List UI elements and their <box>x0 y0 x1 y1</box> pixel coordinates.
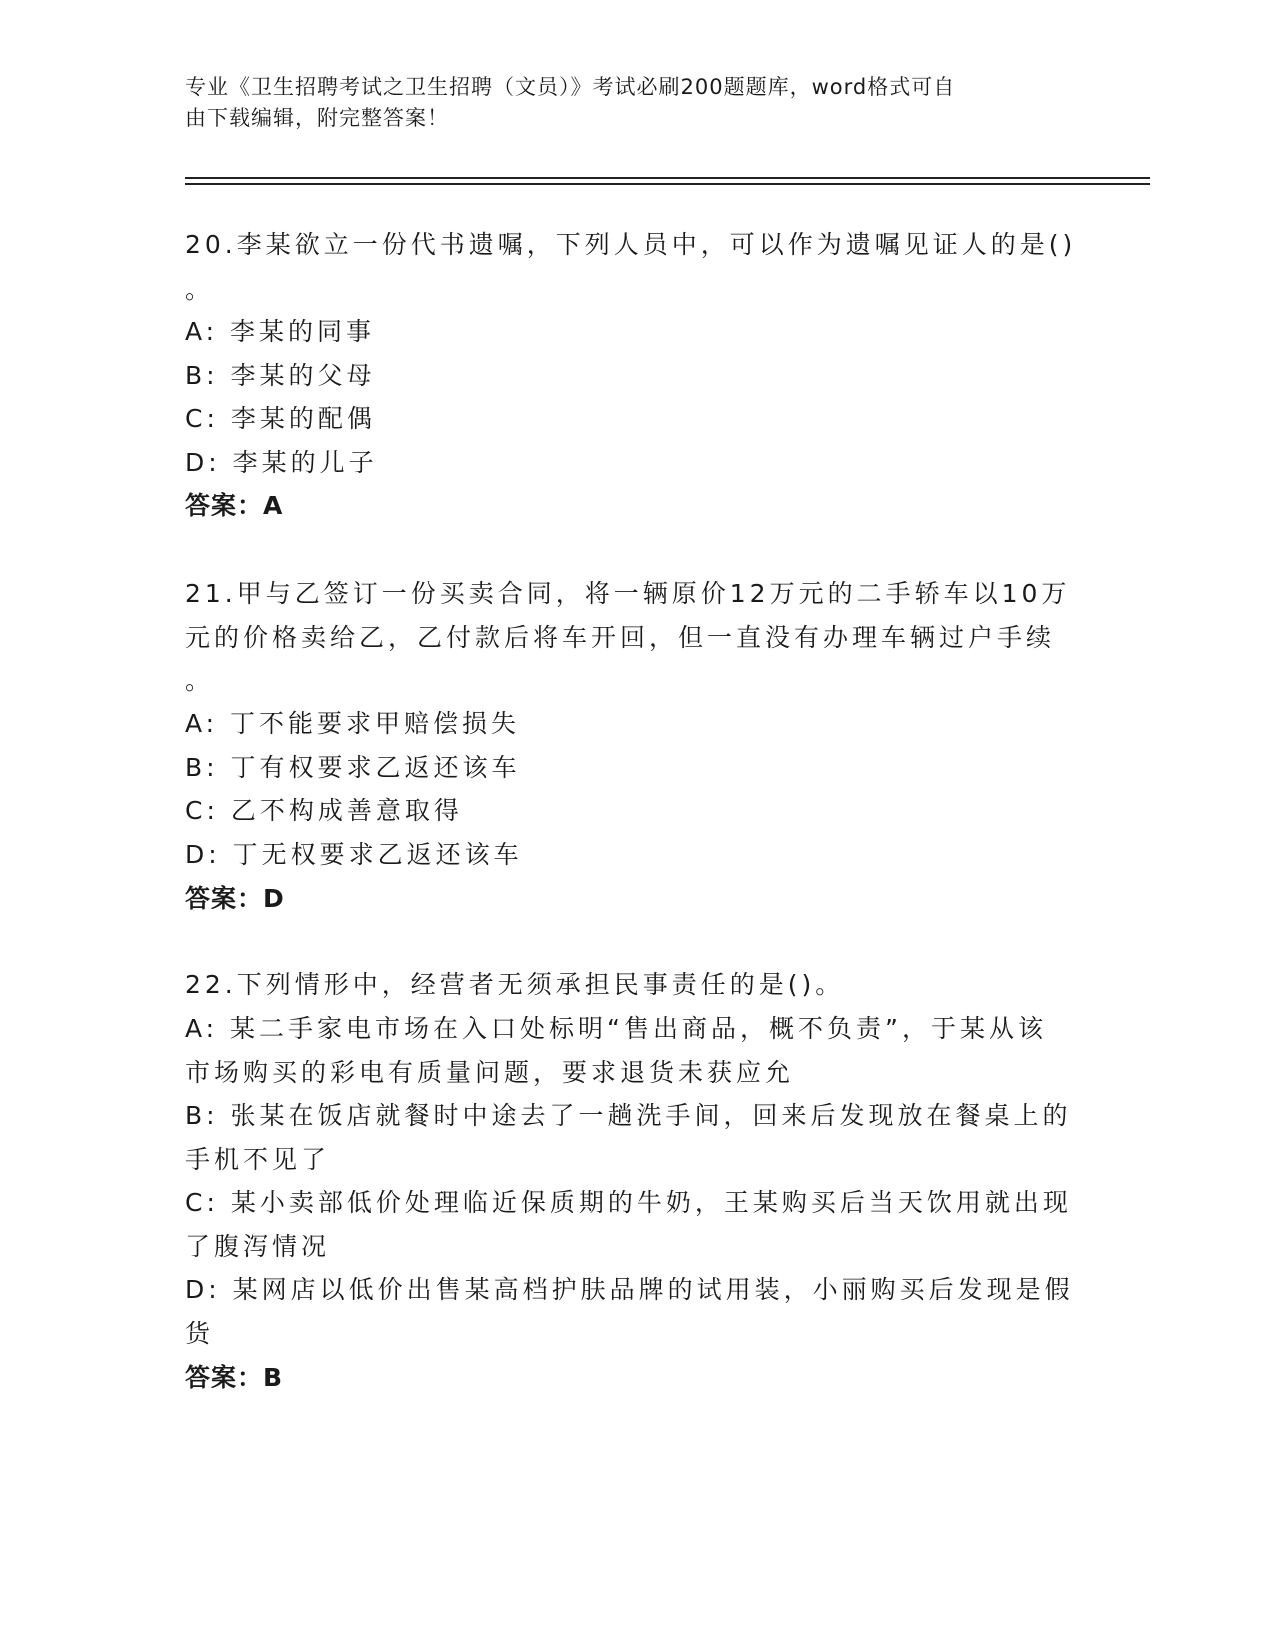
header-line: 专业《卫生招聘考试之卫生招聘（文员）》考试必刷200题题库，word格式可自 <box>185 75 956 99</box>
option-b-continued: 手机不见了 <box>185 1145 331 1174</box>
answer-label: 答案：B <box>185 1363 284 1392</box>
question-stem: 。 <box>185 666 215 695</box>
option-b: B: 李某的父母 <box>185 361 376 390</box>
document-header <box>185 72 1065 134</box>
option-b: B: 张某在饭店就餐时中途去了一趟洗手间，回来后发现放在餐桌上的 <box>185 1101 1072 1130</box>
option-d: D: 某网店以低价出售某高档护肤品牌的试用装，小丽购买后发现是假 <box>185 1275 1074 1304</box>
option-b: B: 丁有权要求乙返还该车 <box>185 753 521 782</box>
header-line: 由下载编辑，附完整答案！ <box>185 106 449 130</box>
option-a: A: 李某的同事 <box>185 317 376 346</box>
option-a: A: 某二手家电市场在入口处标明“售出商品，概不负责”，于某从该 <box>185 1014 1047 1043</box>
answer-label: 答案：D <box>185 884 285 913</box>
header-divider <box>185 177 1150 179</box>
question-stem: 20.李某欲立一份代书遗嘱，下列人员中，可以作为遗嘱见证人的是() <box>185 230 1077 259</box>
question-stem: 22.下列情形中，经营者无须承担民事责任的是()。 <box>185 970 845 999</box>
option-a-continued: 市场购买的彩电有质量问题，要求退货未获应允 <box>185 1058 795 1087</box>
option-d-continued: 货 <box>185 1319 215 1348</box>
question-stem: 元的价格卖给乙，乙付款后将车开回，但一直没有办理车辆过户手续 <box>185 623 1056 652</box>
option-c: C: 某小卖部低价处理临近保质期的牛奶，王某购买后当天饮用就出现 <box>185 1188 1072 1217</box>
option-c-continued: 了腹泻情况 <box>185 1232 331 1261</box>
option-c: C: 乙不构成善意取得 <box>185 796 463 825</box>
header-divider <box>185 183 1150 185</box>
option-c: C: 李某的配偶 <box>185 404 376 433</box>
answer-label: 答案：A <box>185 491 284 520</box>
question-stem: 21.甲与乙签订一份买卖合同，将一辆原价12万元的二手轿车以10万 <box>185 579 1071 608</box>
question-stem: 。 <box>185 275 215 304</box>
option-d: D: 李某的儿子 <box>185 448 378 477</box>
option-d: D: 丁无权要求乙返还该车 <box>185 840 523 869</box>
option-a: A: 丁不能要求甲赔偿损失 <box>185 709 521 738</box>
